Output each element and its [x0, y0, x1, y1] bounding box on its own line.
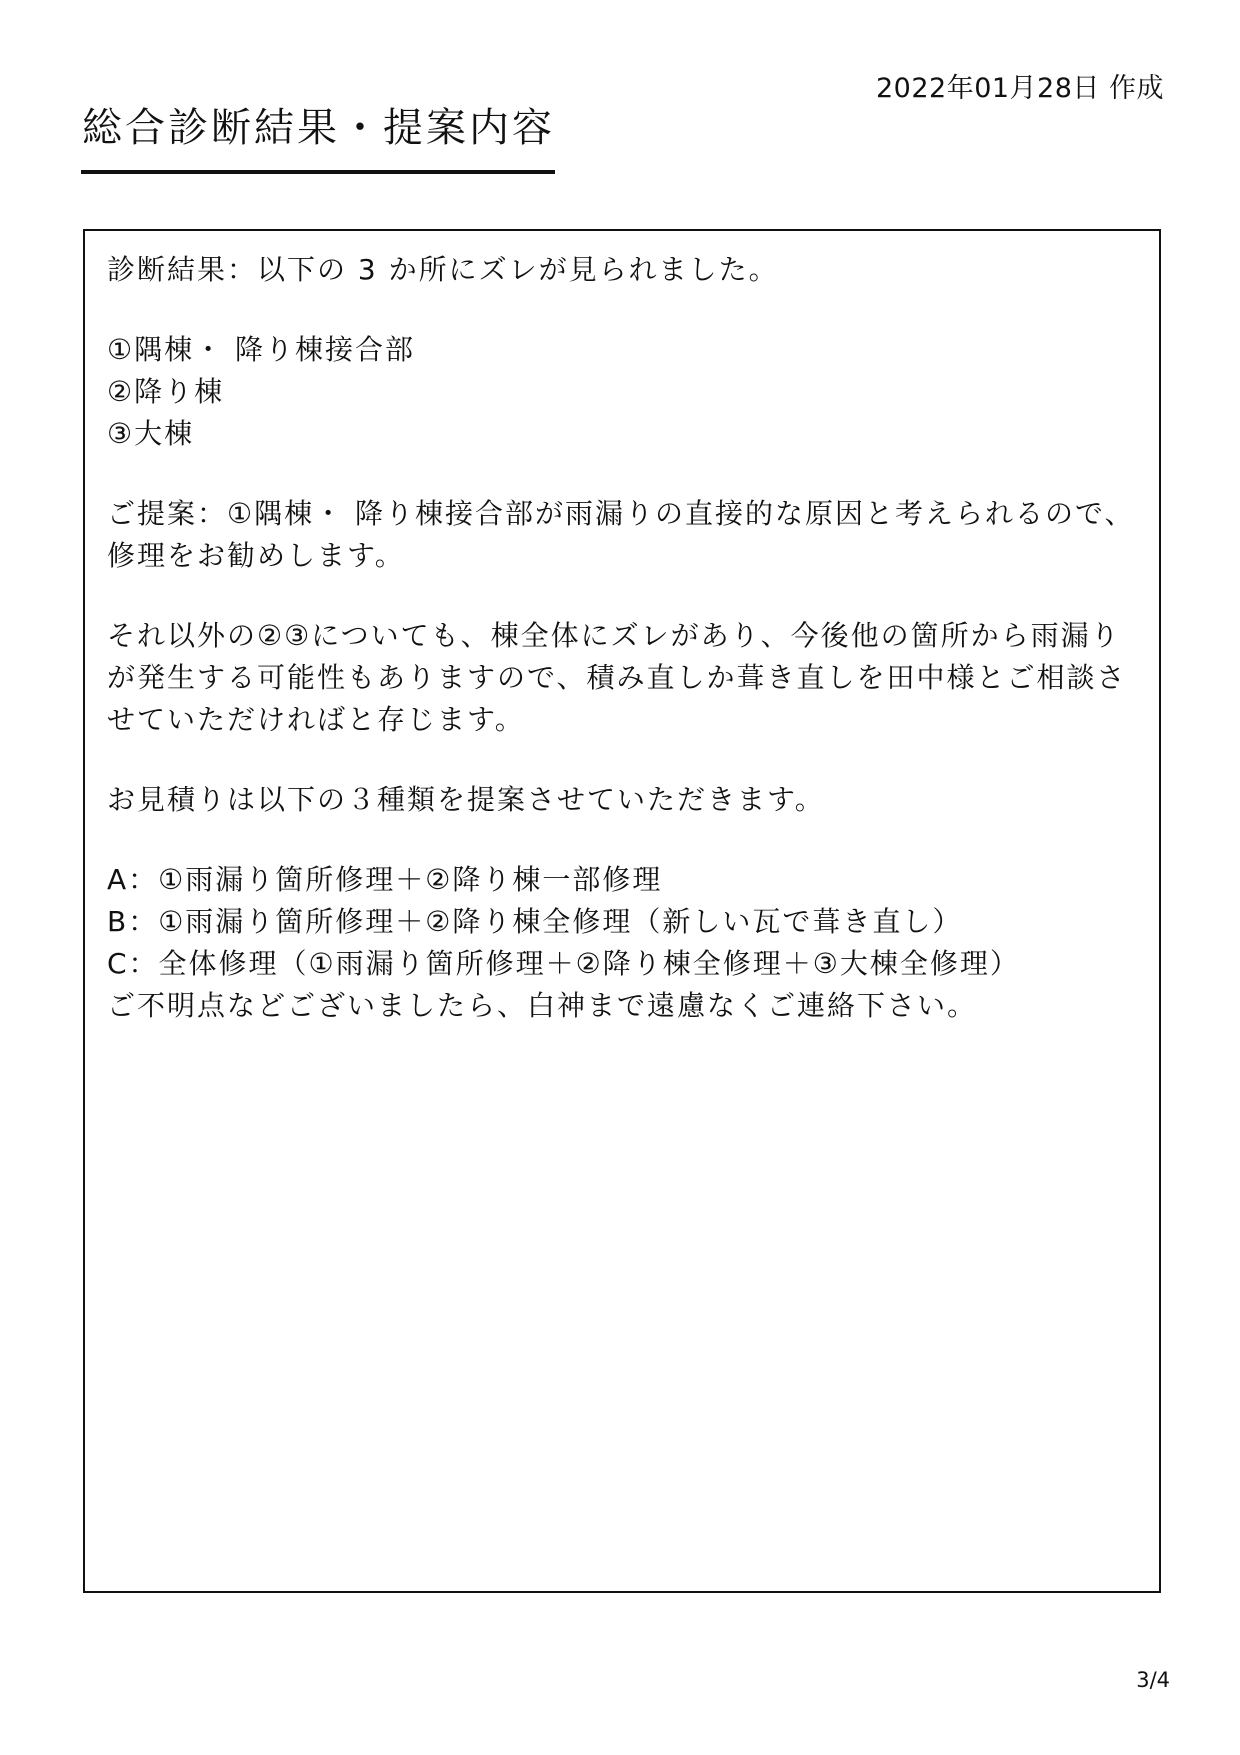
diagnosis-intro: 診断結果：以下の 3 か所にズレが見られました。: [107, 253, 779, 286]
spacer: [107, 291, 1137, 329]
diagnosis-item-1: ①隅棟・ 降り棟接合部: [107, 333, 416, 366]
creation-date: 2022年01月28日 作成: [875, 73, 1164, 104]
proposal-paragraph-3: お見積りは以下の３種類を提案させていただきます。: [107, 783, 825, 816]
spacer: [107, 821, 1137, 859]
content-box: [83, 229, 1161, 1593]
proposal-paragraph-2: それ以外の②③についても、棟全体にズレがあり、今後他の箇所から雨漏りが発生する可能性もありますので、積み直しか葺き直しを田中様とご相談させていただければと存じます。: [107, 619, 1127, 736]
estimate-option-b: B：①雨漏り箇所修理＋②降り棟全修理（新しい瓦で葺き直し）: [107, 905, 963, 938]
page-number: 3/4: [1136, 1668, 1170, 1692]
estimate-option-c: C：全体修理（①雨漏り箇所修理＋②降り棟全修理＋③大棟全修理）: [107, 947, 1020, 980]
diagnosis-item-2: ②降り棟: [107, 375, 225, 408]
spacer: [107, 741, 1137, 779]
spacer: [107, 455, 1137, 493]
spacer: [107, 577, 1137, 615]
page-title: 総合診断結果・提案内容: [82, 105, 555, 151]
title-underline: [81, 170, 555, 174]
proposal-paragraph-1: ご提案：①隅棟・ 降り棟接合部が雨漏りの直接的な原因と考えられるので、修理をお勧めします。: [107, 497, 1135, 572]
closing-note: ご不明点などございましたら、白神まで遠慮なくご連絡下さい。: [107, 989, 978, 1022]
estimate-option-a: A：①雨漏り箇所修理＋②降り棟一部修理: [107, 863, 663, 896]
diagnosis-item-3: ③大棟: [107, 417, 195, 450]
